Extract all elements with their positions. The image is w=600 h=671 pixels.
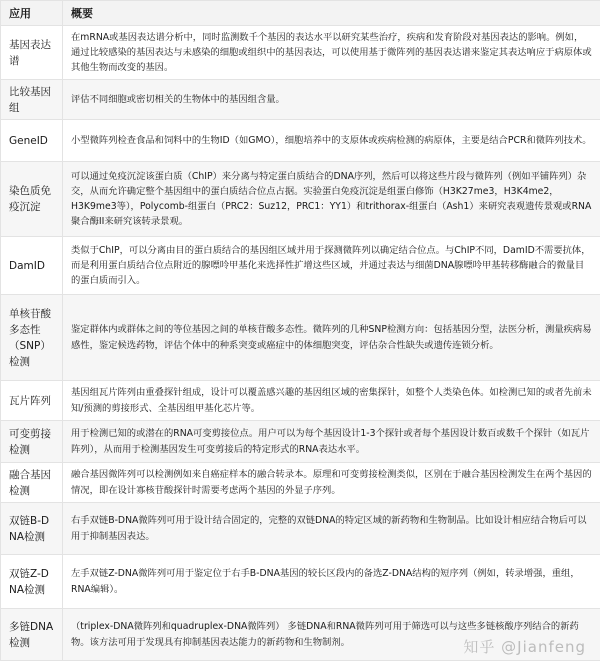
- watermark: 知乎 @Jianfeng: [463, 638, 586, 656]
- row-summary: 用于检测已知的或潜在的RNA可变剪接位点。用户可以为每个基因设计1-3个探针或者每个基因设计数百或数千个探针（如瓦片阵列），从而用于检测基因发生可变剪接后的特定形式的RNA表达水平。: [63, 421, 600, 463]
- row-summary: 可以通过免疫沉淀该蛋白质（ChIP）来分离与特定蛋白质结合的DNA序列，然后可以将这些片段与微阵列（例如平铺阵列）杂交，从而允许确定整个基因组中的蛋白质结合位点占据。实验蛋白免疫沉淀是组蛋白修饰（H3K27me3，H3K4me2，H3K9me3等），Polycomb-组蛋白（PRC2：Suz12，PRC1：YY1）和trithorax-组蛋白（Ash1）来研究表观遗传景观或RNA聚合酶II来研究该转录景观。: [63, 162, 600, 237]
- row-application: 融合基因检测: [1, 463, 63, 503]
- table-row: [1, 26, 600, 80]
- row-application: 双链B-DNA检测: [1, 503, 63, 555]
- row-application: DamID: [1, 237, 63, 295]
- row-application: 多链DNA检测: [1, 609, 63, 661]
- row-summary: 小型微阵列检查食品和饲料中的生物ID（如GMO），细胞培养中的支原体或疾病检测的病原体，主要是结合PCR和微阵列技术。: [63, 120, 600, 162]
- row-summary: 类似于ChIP，可以分离由目的蛋白质结合的基因组区域并用于探测微阵列以确定结合位点。与ChIP不同，DamID不需要抗体，而是利用蛋白质结合位点附近的腺嘌呤甲基化来选择性扩增这些区域，并通过表达与细菌DNA腺嘌呤甲基转移酶融合的微量目的蛋白质而引入。: [63, 237, 600, 295]
- row-application: 双链Z-DNA检测: [1, 555, 63, 609]
- row-application: 单核苷酸多态性（SNP）检测: [1, 295, 63, 381]
- table-row: [1, 555, 600, 609]
- row-application: 基因表达谱: [1, 26, 63, 80]
- row-summary: 右手双链B-DNA微阵列可用于设计结合固定的，完整的双链DNA的特定区域的新药物和生物制品。比如设计相应结合物后可以用于抑制基因表达。: [63, 503, 600, 555]
- row-summary: 基因组瓦片阵列由重叠探针组成，设计可以覆盖感兴趣的基因组区域的密集探针，如整个人类染色体。如检测已知的或者先前未知/预测的剪接形式、全基因组甲基化芯片等。: [63, 381, 600, 421]
- table-row: [1, 463, 600, 503]
- table-row: [1, 162, 600, 237]
- row-summary: 鉴定群体内或群体之间的等位基因之间的单核苷酸多态性。微阵列的几种SNP检测方向：包括基因分型，法医分析，测量疾病易感性，鉴定候选药物，评估个体中的种系突变或癌症中的体细胞突变，评估杂合性缺失或遗传连锁分析。: [63, 295, 600, 381]
- row-summary: 融合基因微阵列可以检测例如来自癌症样本的融合转录本。原理和可变剪接检测类似，区别在于融合基因检测发生在两个基因的情况，即在设计寡核苷酸探针时需要考虑两个基因的外显子序列。: [63, 463, 600, 503]
- row-summary: 在mRNA或基因表达谱分析中，同时监测数千个基因的表达水平以研究某些治疗，疾病和发育阶段对基因表达的影响。例如，通过比较感染的基因表达与未感染的细胞或组织中的基因表达，可以使用基于微阵列的基因表达谱来鉴定其表达响应于病原体或其他生物而改变的基因。: [63, 26, 600, 80]
- table-row: [1, 295, 600, 381]
- row-summary: 左手双链Z-DNA微阵列可用于鉴定位于右手B-DNA基因的较长区段内的备选Z-DNA结构的短序列（例如，转录增强，重组，RNA编辑）。: [63, 555, 600, 609]
- table-header-row: [1, 1, 600, 26]
- table-row: [1, 80, 600, 120]
- table-row: [1, 421, 600, 463]
- row-application: 染色质免疫沉淀: [1, 162, 63, 237]
- row-application: 瓦片阵列: [1, 381, 63, 421]
- table-row: [1, 503, 600, 555]
- table-row: [1, 237, 600, 295]
- row-application: GeneID: [1, 120, 63, 162]
- table-row: [1, 120, 600, 162]
- table-row: [1, 381, 600, 421]
- row-summary: 评估不同细胞或密切相关的生物体中的基因组含量。: [63, 80, 600, 120]
- header-summary: 概要: [63, 1, 600, 26]
- row-application: 比较基因组: [1, 80, 63, 120]
- header-application: 应用: [1, 1, 63, 26]
- row-application: 可变剪接检测: [1, 421, 63, 463]
- row-summary: （triplex-DNA微阵列和quadruplex-DNA微阵列） 多链DNA和RNA微阵列可用于筛选可以与这些多链核酸序列结合的新药物。该方法可用于发现具有抑制基因表达能力的新药物和生物制剂。: [63, 609, 600, 661]
